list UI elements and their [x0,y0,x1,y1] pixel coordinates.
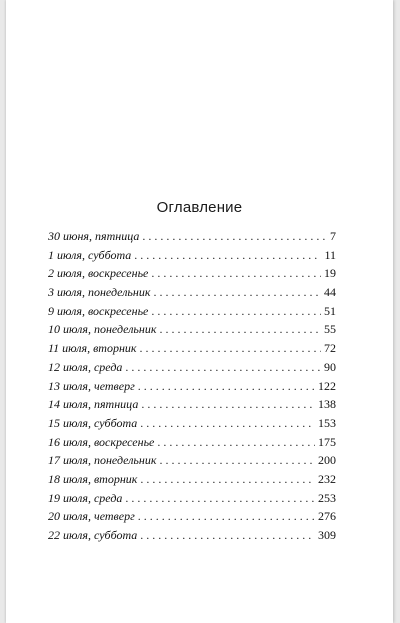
toc-entry [48,283,336,302]
toc-entry-page: 175 [318,434,336,449]
toc-entry-page: 11 [324,247,336,262]
toc-entry-label: 10 июля, понедельник [48,322,157,337]
toc-entry [48,470,336,489]
toc-entry-page: 44 [324,285,336,300]
toc-entry-page: 122 [318,378,336,393]
toc-entry-page: 72 [324,341,336,356]
toc-entry-label: 19 июля, среда [48,490,123,505]
dot-leader [150,283,321,302]
toc-entry-label: 17 июля, понедельник [48,453,157,468]
dot-leader [156,451,315,470]
dot-leader [137,339,321,358]
dot-leader [137,470,315,489]
toc-list [48,227,336,545]
toc-entry-page: 200 [318,453,336,468]
dot-leader [135,507,315,526]
toc-entry [48,451,336,470]
toc-entry-page: 309 [318,528,336,542]
dot-leader [148,302,321,321]
dot-leader [137,414,315,433]
toc-entry [48,339,336,358]
toc-entry [48,526,336,545]
dot-leader [135,377,315,396]
toc-entry-label: 2 июля, воскресенье [48,266,149,281]
book-page [6,0,393,623]
toc-entry-page: 232 [318,471,336,486]
dot-leader [148,264,321,283]
toc-entry-page: 55 [324,322,336,337]
toc-entry-page: 276 [318,509,336,524]
dot-leader [156,320,321,339]
toc-entry-page: 51 [324,303,336,318]
toc-entry [48,320,336,339]
toc-entry [48,414,336,433]
toc-entry-page: 253 [318,490,336,505]
toc-entry-page: 138 [318,397,336,412]
toc-entry [48,433,336,452]
toc-entry-label: 3 июля, понедельник [48,285,151,300]
dot-leader [139,227,327,246]
toc-entry-label: 22 июля, суббота [48,528,138,542]
toc-entry-label: 20 июля, четверг [48,509,135,524]
toc-entry-label: 11 июля, вторник [48,341,137,356]
toc-entry-label: 14 июля, пятница [48,397,139,412]
toc-entry [48,395,336,414]
dot-leader [122,358,321,377]
dot-leader [138,395,315,414]
toc-entry-label: 16 июля, воскресенье [48,434,155,449]
toc-entry [48,507,336,526]
toc-entry-label: 13 июля, четверг [48,378,135,393]
toc-entry [48,302,336,321]
toc-entry-label: 1 июля, суббота [48,247,132,262]
toc-entry-page: 90 [324,359,336,374]
dot-leader [131,246,321,265]
dot-leader [122,489,315,508]
toc-entry-label: 9 июля, воскресенье [48,303,149,318]
toc-entry-label: 30 июня, пятница [48,229,140,243]
toc-entry [48,358,336,377]
toc-entry-label: 18 июля, вторник [48,471,138,486]
toc-entry [48,264,336,283]
toc-entry [48,377,336,396]
toc-entry-page: 19 [324,266,336,281]
toc-entry-page: 7 [330,229,336,243]
toc-entry-label: 15 июля, суббота [48,415,138,430]
dot-leader [137,526,315,545]
toc-entry [48,489,336,508]
toc-entry-label: 12 июля, среда [48,359,123,374]
toc-entry [48,227,336,246]
toc-title: Оглавление [156,199,243,216]
toc-entry-page: 153 [318,415,336,430]
toc-entry [48,246,336,265]
dot-leader [154,433,315,452]
